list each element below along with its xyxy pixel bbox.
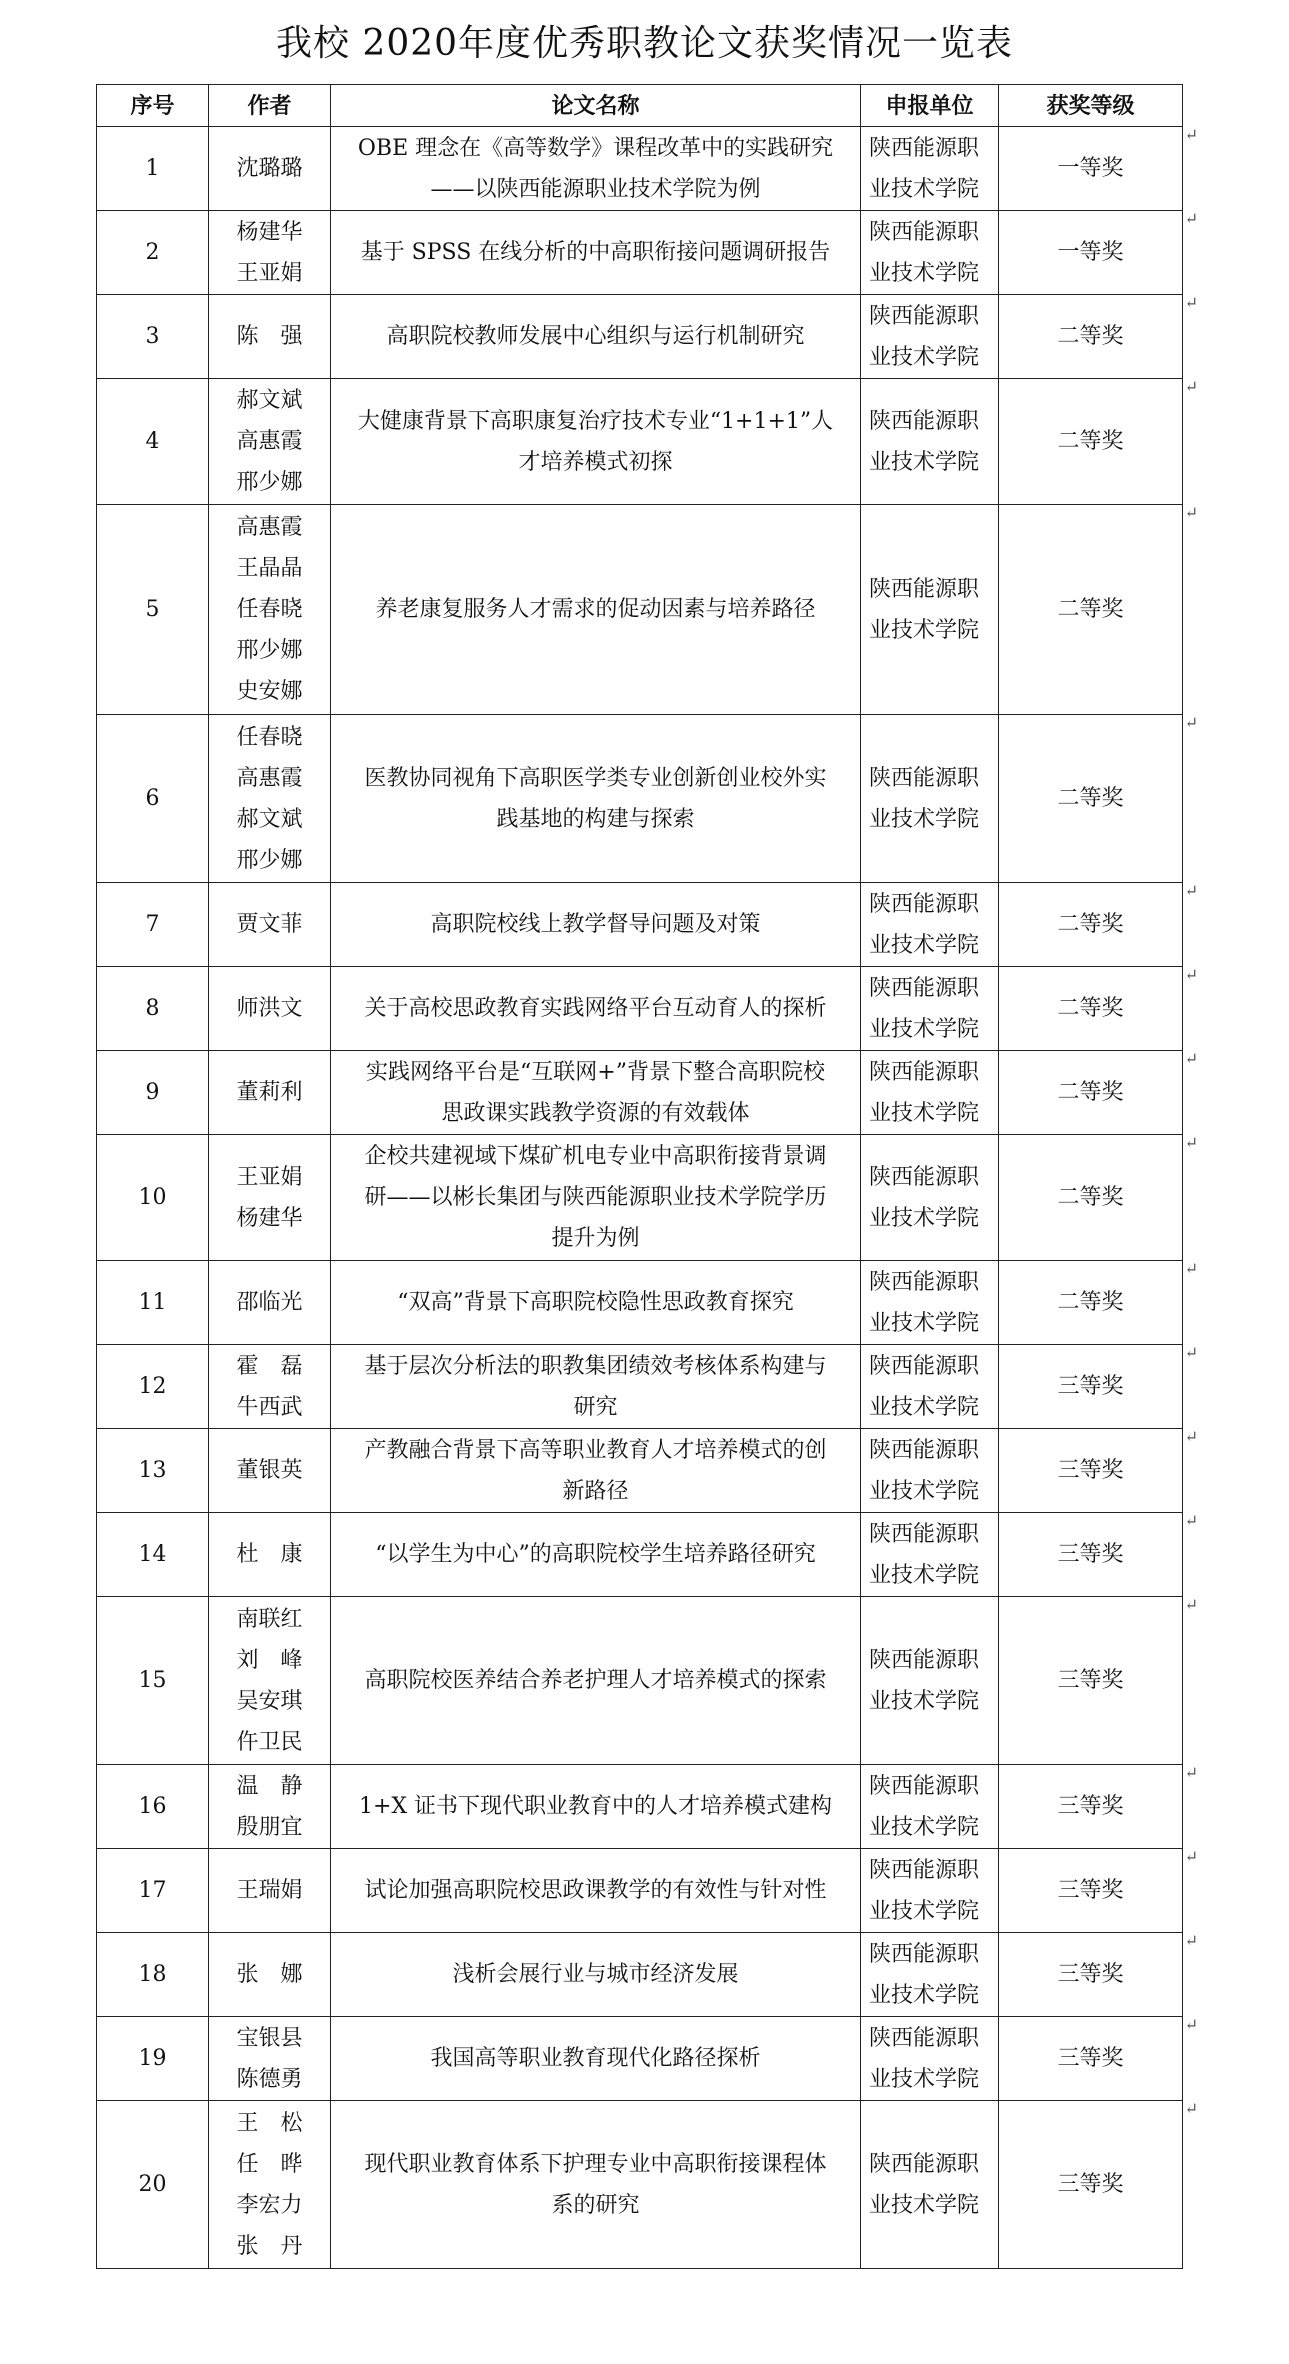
table-row: [97, 883, 1183, 967]
unit-line: 业技术学院: [869, 1100, 980, 1126]
unit-line: 陕西能源职: [869, 1437, 980, 1463]
paper-title-line: 产教融合背景下高等职业教育人才培养模式的创: [364, 1437, 827, 1463]
row-award: 二等奖 ↵: [999, 1261, 1183, 1345]
unit-line: 业技术学院: [869, 344, 980, 370]
unit-line: 陕西能源职: [869, 1941, 980, 1967]
row-award: 三等奖 ↵: [999, 1933, 1183, 2017]
author-name: 高惠霞: [236, 515, 303, 540]
table-row: [97, 379, 1183, 505]
row-paper-title: [331, 211, 861, 295]
row-number: 17: [97, 1849, 209, 1933]
author-name: 张 丹: [236, 2233, 303, 2259]
author-name: 沈璐璐: [236, 156, 303, 181]
table-row: [97, 2101, 1183, 2269]
paper-title-line: 大健康背景下高职康复治疗技术专业“1+1+1”人: [357, 408, 834, 434]
table-body: [97, 125, 1198, 2269]
paper-title-line: 基于层次分析法的职教集团绩效考核体系构建与: [364, 1353, 827, 1379]
paper-title-line: 高职院校教师发展中心组织与运行机制研究: [386, 324, 805, 349]
row-number: 11: [97, 1261, 209, 1345]
row-paper-title: [331, 1597, 861, 1765]
row-award: 二等奖 ↵: [999, 967, 1183, 1051]
table-row: [97, 1051, 1183, 1135]
table-row: [97, 1933, 1183, 2017]
row-award: 二等奖 ↵: [999, 1135, 1183, 1261]
paper-title-line: 试论加强高职院校思政课教学的有效性与针对性: [364, 1878, 827, 1903]
header-award: 获奖等级: [999, 85, 1183, 127]
row-unit: [861, 1765, 999, 1849]
row-unit: [861, 1345, 999, 1429]
unit-line: 业技术学院: [869, 617, 980, 643]
author-name: 董银英: [236, 1458, 303, 1483]
header-title: 论文名称: [331, 85, 861, 127]
paragraph-mark-icon: ↵: [1184, 1343, 1198, 1362]
paper-title-line: “双高”背景下高职院校隐性思政教育探究: [397, 1290, 794, 1315]
row-authors: [209, 2017, 331, 2101]
author-name: 霍 磊: [236, 1353, 303, 1379]
unit-line: 陕西能源职: [869, 1164, 980, 1190]
row-paper-title: [331, 1933, 861, 2017]
row-unit: [861, 967, 999, 1051]
unit-line: 陕西能源职: [869, 408, 980, 434]
table-row: [97, 211, 1183, 295]
author-name: 王亚娟: [236, 260, 303, 286]
paper-title-line: 践基地的构建与探索: [496, 806, 695, 832]
row-paper-title: [331, 967, 861, 1051]
row-number: 1: [97, 127, 209, 211]
author-name: 杨建华: [236, 1205, 303, 1231]
row-award: 二等奖 ↵: [999, 883, 1183, 967]
author-name: 杜 康: [236, 1542, 303, 1567]
table-row: [97, 2017, 1183, 2101]
unit-line: 业技术学院: [869, 1205, 980, 1231]
row-award: 三等奖 ↵: [999, 1345, 1183, 1429]
row-unit: [861, 715, 999, 883]
row-authors: [209, 1135, 331, 1261]
paper-title-line: 研究: [573, 1394, 618, 1420]
header-no: 序号: [97, 85, 209, 127]
author-name: 牛西武: [236, 1394, 303, 1420]
row-authors: [209, 883, 331, 967]
author-name: 王晶晶: [236, 556, 303, 581]
row-paper-title: [331, 1765, 861, 1849]
paper-title-line: 医教协同视角下高职医学类专业创新创业校外实: [364, 765, 827, 791]
row-authors: [209, 1429, 331, 1513]
row-authors: [209, 1933, 331, 2017]
row-number: 12: [97, 1345, 209, 1429]
paper-title-line: 1+X 证书下现代职业教育中的人才培养模式建构: [358, 1794, 833, 1819]
paper-title-line: 新路径: [562, 1478, 629, 1504]
paragraph-mark-icon: ↵: [1184, 1595, 1198, 1614]
row-paper-title: [331, 1135, 861, 1261]
row-award: 三等奖 ↵: [999, 2017, 1183, 2101]
unit-line: 陕西能源职: [869, 303, 980, 329]
unit-line: 业技术学院: [869, 1562, 980, 1588]
unit-line: 业技术学院: [869, 1814, 980, 1840]
paper-title-line: 关于高校思政教育实践网络平台互动育人的探析: [364, 996, 827, 1021]
table-row: [97, 295, 1183, 379]
row-unit: [861, 883, 999, 967]
table-header-row: [97, 85, 1183, 127]
row-paper-title: [331, 1513, 861, 1597]
row-award: 二等奖 ↵: [999, 1051, 1183, 1135]
row-paper-title: [331, 505, 861, 715]
author-name: 陈 强: [236, 324, 303, 349]
unit-line: 业技术学院: [869, 2066, 980, 2092]
unit-line: 陕西能源职: [869, 975, 980, 1001]
paragraph-mark-icon: ↵: [1184, 1049, 1198, 1068]
unit-line: 业技术学院: [869, 932, 980, 958]
paper-title-line: 企校共建视域下煤矿机电专业中高职衔接背景调: [364, 1144, 827, 1169]
paper-title-line: 研——以彬长集团与陕西能源职业技术学院学历: [364, 1185, 827, 1210]
row-number: 8: [97, 967, 209, 1051]
row-number: 7: [97, 883, 209, 967]
author-name: 王 松: [236, 2110, 303, 2136]
row-award: 三等奖 ↵: [999, 2101, 1183, 2269]
row-authors: [209, 967, 331, 1051]
row-number: 9: [97, 1051, 209, 1135]
unit-line: 陕西能源职: [869, 135, 980, 161]
row-unit: [861, 1135, 999, 1261]
row-authors: [209, 505, 331, 715]
unit-line: 陕西能源职: [869, 576, 980, 602]
unit-line: 陕西能源职: [869, 1857, 980, 1883]
unit-line: 陕西能源职: [869, 1647, 980, 1673]
row-number: 6: [97, 715, 209, 883]
paper-title-line: 浅析会展行业与城市经济发展: [452, 1962, 739, 1987]
paragraph-mark-icon: ↵: [1184, 881, 1198, 900]
row-number: 19: [97, 2017, 209, 2101]
row-award: 三等奖 ↵: [999, 1849, 1183, 1933]
row-number: 18: [97, 1933, 209, 2017]
row-unit: [861, 1513, 999, 1597]
row-unit: [861, 211, 999, 295]
author-name: 高惠霞: [236, 429, 303, 454]
author-name: 董莉利: [236, 1080, 303, 1105]
paper-title-line: 实践网络平台是“互联网+”背景下整合高职院校: [366, 1059, 825, 1085]
author-name: 南联红: [236, 1606, 303, 1632]
unit-line: 陕西能源职: [869, 1269, 980, 1295]
paragraph-mark-icon: ↵: [1184, 1931, 1198, 1950]
row-unit: [861, 127, 999, 211]
award-table: [96, 84, 1198, 2269]
paragraph-mark-icon: ↵: [1184, 1259, 1198, 1278]
paragraph-mark-icon: ↵: [1184, 377, 1198, 396]
author-name: 刘 峰: [236, 1647, 303, 1673]
row-award: 二等奖 ↵: [999, 379, 1183, 505]
row-award: 三等奖 ↵: [999, 1765, 1183, 1849]
author-name: 郝文斌: [236, 806, 303, 832]
row-paper-title: [331, 1849, 861, 1933]
paper-title-line: 高职院校医养结合养老护理人才培养模式的探索: [364, 1668, 827, 1693]
paper-title-line: 提升为例: [551, 1226, 640, 1251]
row-award: 三等奖 ↵: [999, 1513, 1183, 1597]
row-unit: [861, 2101, 999, 2269]
row-number: 16: [97, 1765, 209, 1849]
paper-title-line: 才培养模式初探: [518, 449, 673, 475]
row-paper-title: [331, 1261, 861, 1345]
paragraph-mark-icon: ↵: [1184, 1427, 1198, 1446]
paper-title-line: 基于 SPSS 在线分析的中高职衔接问题调研报告: [360, 240, 831, 265]
row-unit: [861, 379, 999, 505]
paper-title-line: 我国高等职业教育现代化路径探析: [430, 2046, 761, 2071]
paragraph-mark-icon: ↵: [1184, 1763, 1198, 1782]
unit-line: 业技术学院: [869, 1688, 980, 1714]
row-number: 5: [97, 505, 209, 715]
unit-line: 业技术学院: [869, 176, 980, 202]
author-name: 殷朋宜: [236, 1814, 303, 1840]
row-authors: [209, 1765, 331, 1849]
row-authors: [209, 1345, 331, 1429]
row-authors: [209, 1261, 331, 1345]
row-unit: [861, 2017, 999, 2101]
unit-line: 陕西能源职: [869, 1353, 980, 1379]
paragraph-mark-icon: ↵: [1184, 2015, 1198, 2034]
unit-line: 陕西能源职: [869, 219, 980, 245]
paragraph-mark-icon: ↵: [1184, 293, 1198, 312]
table-row: [97, 967, 1183, 1051]
author-name: 高惠霞: [236, 765, 303, 791]
unit-line: 陕西能源职: [869, 2025, 980, 2051]
row-unit: [861, 1933, 999, 2017]
author-name: 邢少娜: [236, 847, 303, 873]
unit-line: 业技术学院: [869, 1478, 980, 1504]
author-name: 李宏力: [236, 2192, 303, 2218]
row-paper-title: [331, 2017, 861, 2101]
table-row: [97, 1597, 1183, 1765]
page-title: 我校 2020年度优秀职教论文获奖情况一览表: [275, 23, 1014, 64]
row-authors: [209, 1051, 331, 1135]
author-name: 史安娜: [236, 679, 303, 704]
author-name: 仵卫民: [236, 1729, 303, 1755]
row-number: 3: [97, 295, 209, 379]
paper-title-line: 现代职业教育体系下护理专业中高职衔接课程体: [364, 2151, 827, 2177]
unit-line: 业技术学院: [869, 806, 980, 832]
paper-title-line: 思政课实践教学资源的有效载体: [441, 1100, 750, 1126]
paragraph-mark-icon: ↵: [1184, 965, 1198, 984]
author-name: 任春晓: [236, 724, 303, 750]
row-award: 二等奖 ↵: [999, 715, 1183, 883]
row-unit: [861, 1429, 999, 1513]
unit-line: 陕西能源职: [869, 1059, 980, 1085]
unit-line: 陕西能源职: [869, 2151, 980, 2177]
row-number: 2: [97, 211, 209, 295]
author-name: 陈德勇: [236, 2066, 303, 2092]
row-authors: [209, 379, 331, 505]
row-unit: [861, 295, 999, 379]
row-unit: [861, 505, 999, 715]
author-name: 吴安琪: [236, 1688, 303, 1714]
author-name: 任春晓: [236, 597, 303, 622]
row-paper-title: [331, 2101, 861, 2269]
author-name: 任 晔: [236, 2151, 303, 2177]
unit-line: 业技术学院: [869, 449, 980, 475]
row-authors: [209, 2101, 331, 2269]
row-authors: [209, 127, 331, 211]
row-authors: [209, 295, 331, 379]
paragraph-mark-icon: ↵: [1184, 713, 1198, 732]
row-paper-title: [331, 715, 861, 883]
paragraph-mark-icon: ↵: [1184, 503, 1198, 522]
author-name: 宝银县: [236, 2025, 303, 2051]
row-award: 三等奖 ↵: [999, 1597, 1183, 1765]
row-award: 二等奖 ↵: [999, 295, 1183, 379]
author-name: 邢少娜: [236, 470, 303, 495]
table-row: [97, 1513, 1183, 1597]
paragraph-mark-icon: ↵: [1184, 209, 1198, 228]
paragraph-mark-icon: ↵: [1184, 1847, 1198, 1866]
row-number: 14: [97, 1513, 209, 1597]
table-row: [97, 1345, 1183, 1429]
paper-title-line: OBE 理念在《高等数学》课程改革中的实践研究: [357, 135, 834, 161]
unit-line: 业技术学院: [869, 1982, 980, 2008]
row-paper-title: [331, 295, 861, 379]
table-row: [97, 127, 1183, 211]
paper-title-line: 系的研究: [551, 2192, 640, 2218]
unit-line: 业技术学院: [869, 1016, 980, 1042]
table-row: [97, 1765, 1183, 1849]
row-authors: [209, 1513, 331, 1597]
author-name: 张 娜: [236, 1962, 303, 1987]
row-number: 13: [97, 1429, 209, 1513]
table-row: [97, 505, 1183, 715]
paragraph-mark-icon: ↵: [1184, 2099, 1198, 2118]
unit-line: 陕西能源职: [869, 1521, 980, 1547]
paper-title-line: ——以陕西能源职业技术学院为例: [430, 176, 761, 202]
row-award: 三等奖 ↵: [999, 1429, 1183, 1513]
row-paper-title: [331, 1051, 861, 1135]
unit-line: 业技术学院: [869, 1394, 980, 1420]
row-authors: [209, 715, 331, 883]
unit-line: 业技术学院: [869, 260, 980, 286]
unit-line: 业技术学院: [869, 1898, 980, 1924]
paper-title-line: “以学生为中心”的高职院校学生培养路径研究: [375, 1542, 816, 1567]
header-author: 作者: [209, 85, 331, 127]
row-authors: [209, 1849, 331, 1933]
author-name: 郝文斌: [236, 388, 303, 413]
author-name: 师洪文: [236, 996, 303, 1021]
paragraph-mark-icon: ↵: [1184, 1511, 1198, 1530]
unit-line: 业技术学院: [869, 1310, 980, 1336]
table-row: [97, 715, 1183, 883]
unit-line: 陕西能源职: [869, 1773, 980, 1799]
paper-title-line: 养老康复服务人才需求的促动因素与培养路径: [375, 597, 816, 622]
table-row: [97, 1429, 1183, 1513]
row-authors: [209, 1597, 331, 1765]
row-unit: [861, 1849, 999, 1933]
unit-line: 业技术学院: [869, 2192, 980, 2218]
author-name: 邵临光: [236, 1290, 303, 1315]
row-authors: [209, 211, 331, 295]
row-paper-title: [331, 379, 861, 505]
row-paper-title: [331, 127, 861, 211]
author-name: 王瑞娟: [236, 1878, 303, 1903]
row-number: 10: [97, 1135, 209, 1261]
row-unit: [861, 1597, 999, 1765]
row-unit: [861, 1051, 999, 1135]
row-number: 4: [97, 379, 209, 505]
row-paper-title: [331, 1429, 861, 1513]
row-award: 一等奖 ↵: [999, 211, 1183, 295]
paragraph-mark-icon: ↵: [1184, 125, 1198, 144]
paper-title-line: 高职院校线上教学督导问题及对策: [430, 912, 761, 937]
row-award: 一等奖 ↵: [999, 127, 1183, 211]
row-number: 20: [97, 2101, 209, 2269]
header-unit: 申报单位: [861, 85, 999, 127]
unit-line: 陕西能源职: [869, 891, 980, 917]
author-name: 贾文菲: [236, 912, 303, 937]
row-award: 二等奖 ↵: [999, 505, 1183, 715]
table-row: [97, 1261, 1183, 1345]
unit-line: 陕西能源职: [869, 765, 980, 791]
row-number: 15: [97, 1597, 209, 1765]
author-name: 邢少娜: [236, 638, 303, 663]
author-name: 杨建华: [236, 219, 303, 245]
author-name: 温 静: [236, 1773, 303, 1799]
table-row: [97, 1135, 1183, 1261]
row-unit: [861, 1261, 999, 1345]
author-name: 王亚娟: [236, 1164, 303, 1190]
row-paper-title: [331, 1345, 861, 1429]
paragraph-mark-icon: ↵: [1184, 1133, 1198, 1152]
row-paper-title: [331, 883, 861, 967]
table-row: [97, 1849, 1183, 1933]
